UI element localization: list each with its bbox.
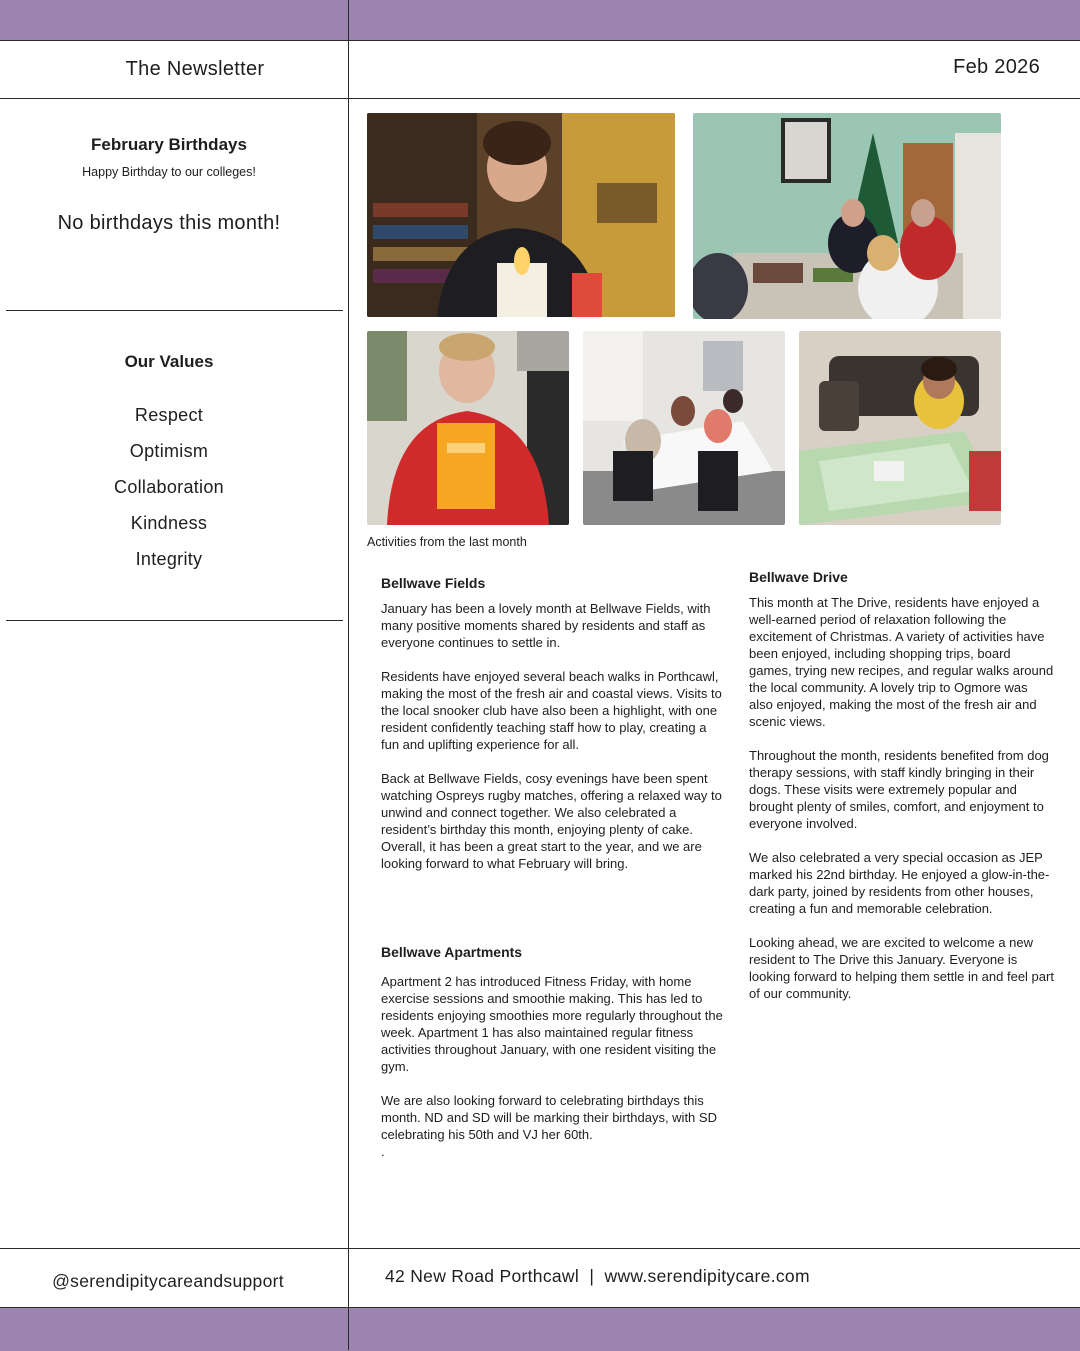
- values-list: [0, 397, 338, 577]
- sidebar-divider: [6, 620, 343, 621]
- section-title: Bellwave Drive: [749, 569, 848, 585]
- value-item: Optimism: [129, 441, 209, 461]
- section-body: [381, 973, 726, 1160]
- man-with-folder-photo: [367, 331, 569, 525]
- paragraph: We are also looking forward to celebrating birthdays this month. ND and SD will be marking their birthdays, with SD celebrating his 50th and VJ her 60th.: [381, 1093, 717, 1142]
- birthdays-subtitle: Happy Birthday to our colleges!: [82, 165, 256, 179]
- bottom-band: [0, 1307, 1080, 1351]
- section-bellwave-drive: [749, 569, 1054, 1002]
- paragraph: January has been a lovely month at Bellwave Fields, with many positive moments shared by residents and staff as everyone continues to settle in.: [381, 601, 711, 650]
- paragraph: Looking ahead, we are excited to welcome a new resident to The Drive this January. Everyone is looking forward to helping them settle in and feel part of our community.: [749, 935, 1054, 1001]
- paragraph: Overall, it has been a great start to the year, and we are looking forward to what February will bring.: [381, 839, 702, 871]
- paragraph: Residents have enjoyed several beach walks in Porthcawl, making the most of the fresh air and coastal views. Visits to the local snooker club have also been a highlight, with one resident confidently teaching staff how to play, creating a fun and uplifting experience for all.: [381, 669, 722, 752]
- value-item: Respect: [134, 405, 204, 425]
- paragraph: Throughout the month, residents benefited from dog therapy sessions, with staff kindly bringing in their dogs. These visits were extremely popular and brought plenty of smiles, comfort, and enjoyment to everyone involved.: [749, 748, 1049, 831]
- woman-with-candle-photo: [367, 113, 675, 317]
- header-rule: [0, 98, 1080, 99]
- issue-date: Feb 2026: [953, 56, 1040, 78]
- newsletter-title: The Newsletter: [125, 58, 265, 80]
- paragraph: This month at The Drive, residents have enjoyed a well-earned period of relaxation following the excitement of Christmas. A variety of activities have been enjoyed, including shopping trips, board games, trying new recipes, and regular walks around the local community. A lovely trip to Ogmore was also enjoyed, making the most of the fresh air and scenic views.: [749, 595, 1054, 729]
- paragraph: .: [381, 1144, 385, 1159]
- paragraph: Back at Bellwave Fields, cosy evenings have been spent watching Ospreys rugby matches, offering a relaxed way to unwind and connect together. We also celebrated a resident’s birthday this month, enjoying plenty of cake.: [381, 771, 722, 837]
- section-body: [381, 600, 726, 872]
- footer-rule: [0, 1248, 1080, 1249]
- birthdays-heading: February Birthdays: [91, 135, 247, 154]
- value-item: Integrity: [135, 549, 203, 569]
- section-title: Bellwave Apartments: [381, 944, 523, 960]
- footer-address: 42 New Road Porthcawl | www.serendipitycare.com: [385, 1266, 810, 1286]
- section-bellwave-apartments: [381, 944, 726, 1160]
- sidebar-divider: [6, 310, 343, 311]
- gallery-caption: Activities from the last month: [367, 535, 527, 549]
- group-meal-photo: [693, 113, 1001, 319]
- paragraph: Apartment 2 has introduced Fitness Friday, with home exercise sessions and smoothie making. This has led to residents enjoying smoothies more regularly throughout the week. Apartment 1 has also maintained regular fitness activities throughout January, with one resident visiting the gym.: [381, 974, 723, 1074]
- value-item: Collaboration: [114, 477, 224, 497]
- office-meeting-photo: [583, 331, 785, 525]
- section-title: Bellwave Fields: [381, 575, 486, 591]
- values-heading: Our Values: [124, 352, 214, 371]
- top-band: [0, 0, 1080, 41]
- social-handle: @serendipitycareandsupport: [52, 1271, 284, 1291]
- birthdays-message: No birthdays this month!: [57, 212, 281, 234]
- board-game-photo: [799, 331, 1001, 525]
- section-body: [749, 594, 1054, 1002]
- paragraph: We also celebrated a very special occasion as JEP marked his 22nd birthday. He enjoyed a glow-in-the-dark party, joined by residents from other houses, creating a fun and memorable celebration.: [749, 850, 1050, 916]
- column-divider: [348, 0, 349, 1350]
- section-bellwave-fields: [381, 575, 726, 872]
- value-item: Kindness: [130, 513, 208, 533]
